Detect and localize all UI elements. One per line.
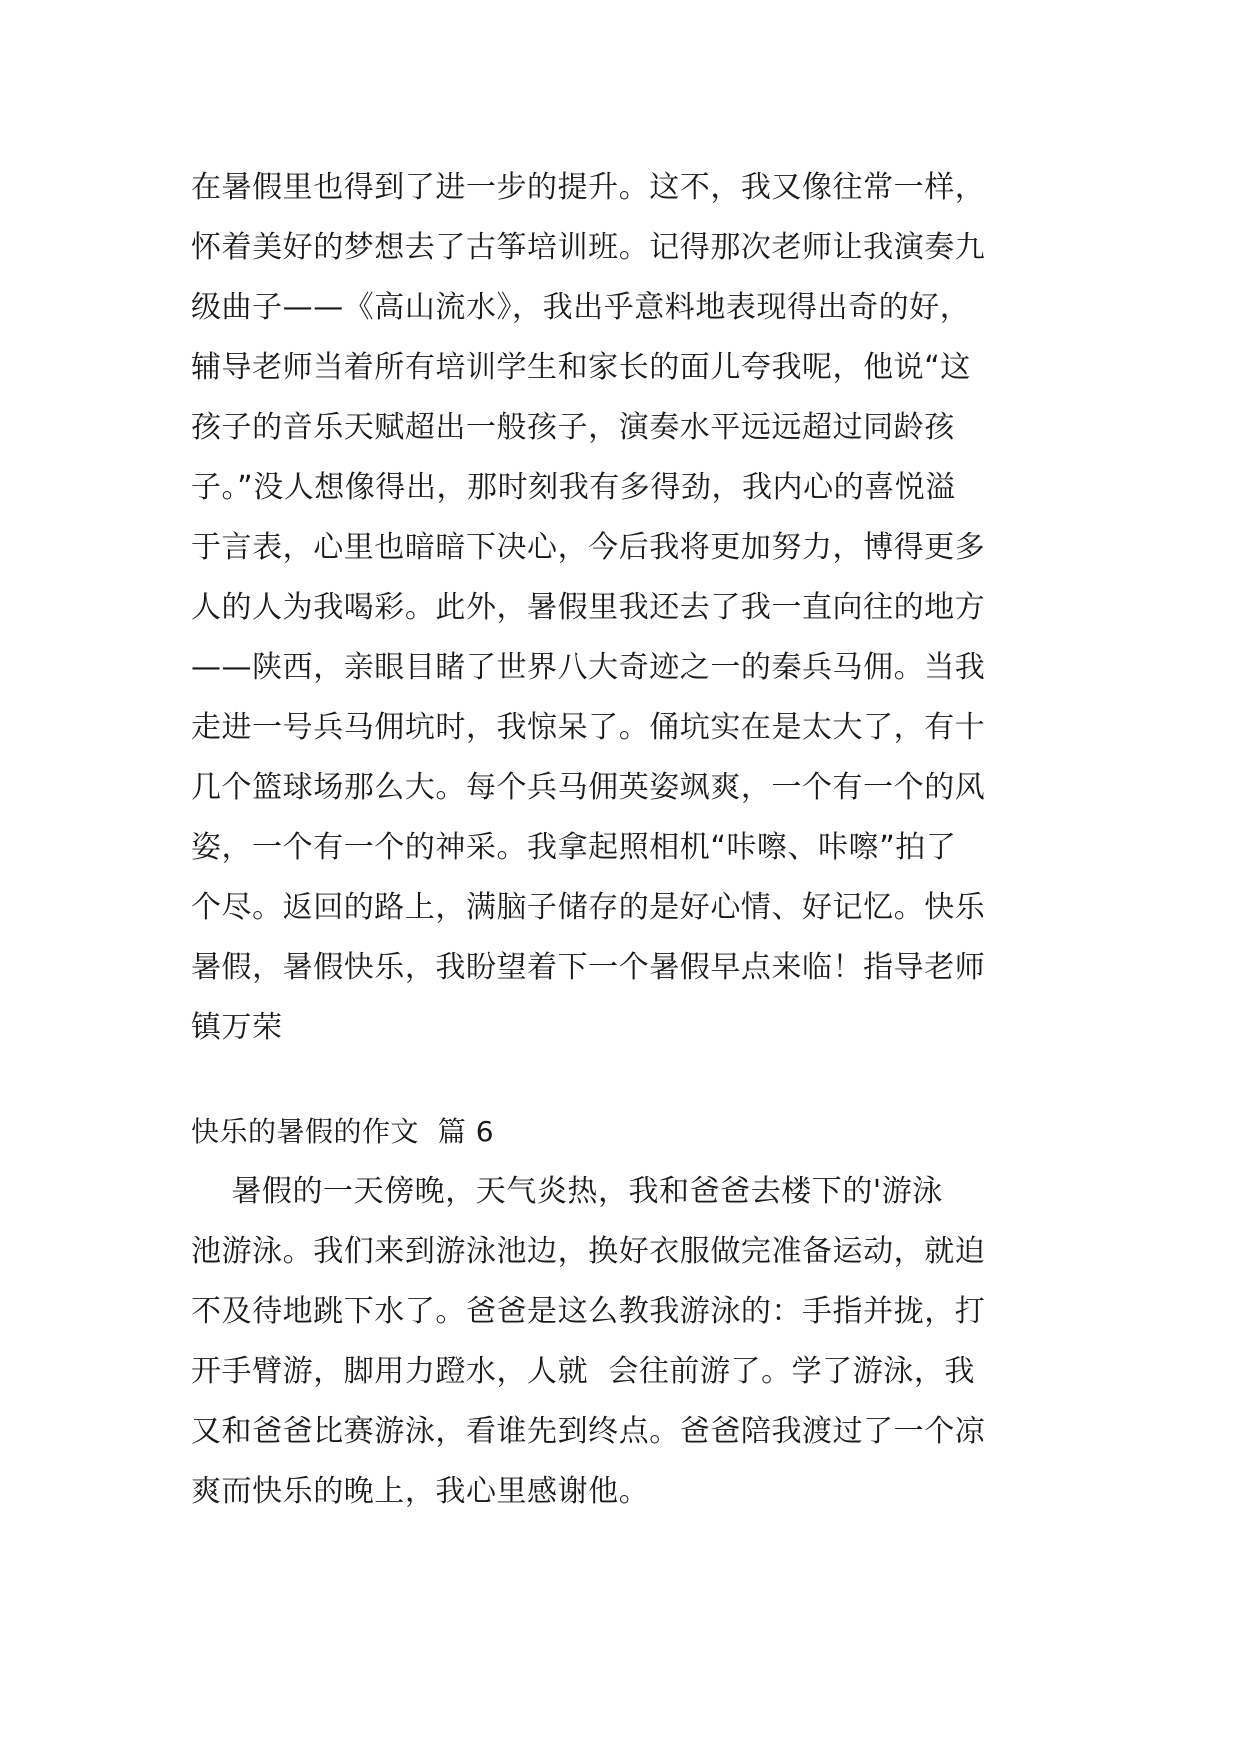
text-line: 几个篮球场那么大。每个兵马佣英姿飒爽，一个有一个的风	[191, 770, 986, 805]
text-line: 姿，一个有一个的神采。我拿起照相机“咔嚓、咔嚓”拍了	[191, 830, 957, 865]
text-line: 怀着美好的梦想去了古筝培训班。记得那次老师让我演奏九	[191, 230, 986, 265]
text-line: 辅导老师当着所有培训学生和家长的面儿夸我呢，他说“这	[191, 350, 971, 385]
text-line: ——陕西，亲眼目睹了世界八大奇迹之一的秦兵马佣。当我	[191, 650, 986, 685]
text-line: 不及待地跳下水了。爸爸是这么教我游泳的：手指并拢，打	[191, 1294, 986, 1329]
text-line: 孩子的音乐天赋超出一般孩子，演奏水平远远超过同龄孩	[191, 410, 955, 445]
text-line: 池游泳。我们来到游泳池边，换好衣服做完准备运动，就迫	[191, 1234, 986, 1269]
text-line: 开手臂游，脚用力蹬水，人就 会往前游了。学了游泳，我	[191, 1354, 975, 1389]
text-line: 又和爸爸比赛游泳，看谁先到终点。爸爸陪我渡过了一个凉	[191, 1414, 986, 1449]
text-line: 暑假，暑假快乐，我盼望着下一个暑假早点来临！指导老师	[191, 950, 986, 985]
text-line: 爽而快乐的晚上，我心里感谢他。	[191, 1474, 650, 1509]
text-line: 级曲子——《高山流水》，我出乎意料地表现得出奇的好，	[191, 290, 971, 325]
text-line: 走进一号兵马佣坑时，我惊呆了。俑坑实在是太大了，有十	[191, 710, 986, 745]
text-line: 子。”没人想像得出，那时刻我有多得劲，我内心的喜悦溢	[191, 470, 956, 505]
text-line: 暑假的一天傍晚，天气炎热，我和爸爸去楼下的'游泳	[191, 1174, 943, 1209]
section-heading: 快乐的暑假的作文 篇 6	[191, 1115, 495, 1148]
text-line: 于言表，心里也暗暗下决心，今后我将更加努力，博得更多	[191, 530, 986, 565]
text-line: 个尽。返回的路上，满脑子储存的是好心情、好记忆。快乐	[191, 890, 986, 925]
text-line: 镇万荣	[191, 1010, 283, 1045]
text-line: 人的人为我喝彩。此外，暑假里我还去了我一直向往的地方	[191, 590, 986, 625]
text-line: 在暑假里也得到了进一步的提升。这不，我又像往常一样，	[191, 170, 986, 205]
